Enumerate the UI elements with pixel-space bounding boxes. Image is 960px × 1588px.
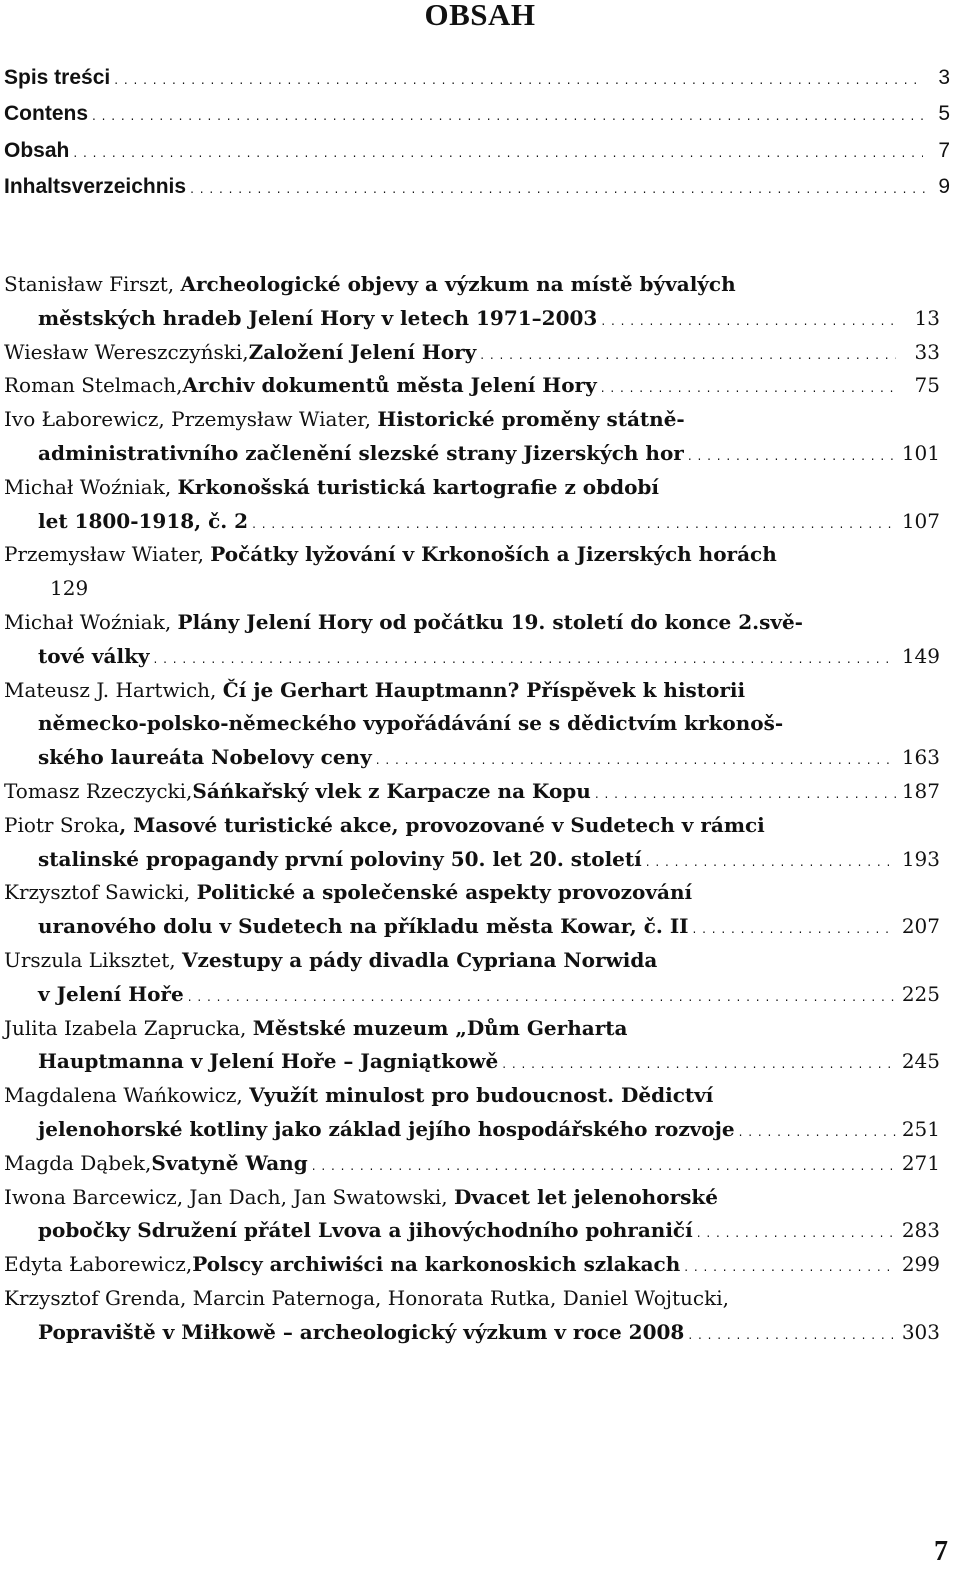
article-title: Archiv dokumentů města Jelení Hory [182,373,597,398]
article-author: Krzysztof Sawicki, [4,880,197,905]
article-entry[interactable] [4,336,940,370]
article-title: Městské muzeum „Dům Gerharta [252,1015,628,1040]
article-list [4,268,940,1350]
dot-leader [739,1116,896,1150]
article-title: Sáńkařský vlek z Karpacze na Kopu [192,778,591,803]
article-title: tové války [38,643,150,668]
dot-leader [502,1048,896,1082]
article-title: Založení Jelení Hory [248,339,477,364]
article-title: Vzestupy a pády divadla Cypriana Norwida [182,947,658,972]
article-title: Počátky lyžování v Krkonoších a Jizerských horách [210,542,777,567]
article-entry[interactable] [4,1079,940,1147]
article-author: Mateusz J. Hartwich, [4,677,223,702]
dot-leader [312,1150,896,1184]
article-author: Tomasz Rzeczycki, [4,778,193,803]
toc-row-label: Contens [4,102,88,126]
article-title: Hauptmanna v Jelení Hoře – Jagniątkowě [38,1049,499,1074]
article-author: Julita Izabela Zaprucka, [4,1015,253,1040]
article-author: Stanisław Firszt, [4,272,181,296]
dot-leader [154,643,896,677]
article-title: v Jelení Hoře [38,981,184,1006]
article-author: Piotr Sroka [4,812,120,837]
article-page: 107 [901,508,940,533]
article-entry[interactable] [4,775,940,809]
dot-leader [688,440,896,474]
dot-leader [688,1319,896,1353]
article-entry[interactable] [4,876,940,944]
dot-leader [595,778,896,812]
article-page: 303 [901,1319,940,1344]
article-title: Archeologické objevy a výzkum na místě bývalých [180,272,736,296]
article-title: Využít minulost pro budoucnost. Dědictví [249,1083,714,1108]
dot-leader [376,744,896,778]
article-title: Krkonošská turistická kartografie z období [177,474,660,499]
article-author: Ivo Łaborewicz, Przemysław Wiater, [4,407,378,432]
article-page: 271 [901,1150,940,1175]
article-author: Urszula Liksztet, [4,947,182,972]
article-entry[interactable] [4,538,940,606]
article-page: 13 [914,305,940,330]
article-author: Edyta Łaborewicz, [4,1252,193,1277]
dot-leader [252,508,896,542]
article-entry[interactable] [4,944,940,1012]
toc-row[interactable] [4,102,950,138]
article-author: Roman Stelmach, [4,373,183,398]
article-page: 149 [901,643,940,668]
toc-row-page: 9 [938,174,950,198]
article-page: 187 [901,778,940,803]
article-page: 33 [914,339,940,364]
dot-leader [92,109,923,123]
main-toc [4,66,950,211]
article-title: Polscy archiwiści na karkonoskich szlakach [192,1252,681,1277]
article-title: let 1800-1918, č. 2 [38,508,249,533]
dot-leader [73,146,922,160]
article-page: 193 [901,846,940,871]
toc-row-page: 5 [938,102,950,126]
article-entry[interactable] [4,369,940,403]
article-entry[interactable] [4,471,940,539]
article-author: Wiesław Wereszczyński, [4,339,249,364]
toc-row[interactable] [4,175,950,211]
article-page: 75 [914,373,940,398]
article-entry[interactable] [4,674,940,775]
article-author: Michał Woźniak, [4,474,178,499]
article-author: Magda Dąbek, [4,1150,152,1175]
article-entry[interactable] [4,268,940,336]
toc-row-label: Spis treści [4,66,111,89]
article-title: , Masové turistické akce, provozované v Sudetech v rámci [119,812,765,837]
toc-row-page: 3 [938,66,950,89]
article-title: stalinské propagandy první poloviny 50. let 20. století [38,846,642,871]
dot-leader [601,372,896,406]
article-page: 129 [50,576,89,601]
article-entry[interactable] [4,1012,940,1080]
article-page: 225 [901,981,940,1006]
dot-leader [646,846,896,880]
article-title: německo-polsko-německého vypořádávání se s dědictvím krkonoš- [38,711,784,736]
article-entry[interactable] [4,1248,940,1282]
toc-row-page: 7 [938,138,950,162]
article-author: Magdalena Wańkowicz, [4,1083,250,1108]
article-entry[interactable] [4,403,940,471]
article-entry[interactable] [4,606,940,674]
article-title: Historické proměny státně- [377,407,685,432]
article-page: 299 [901,1252,940,1277]
article-title: Svatyně Wang [151,1150,308,1175]
article-title: uranového dolu v Sudetech na příkladu města Kowar, č. II [38,914,689,939]
dot-leader [693,913,896,947]
article-entry[interactable] [4,1147,940,1181]
article-title: pobočky Sdružení přátel Lvova a jihovýchodního pohraničí [38,1218,693,1243]
page-number: 7 [934,1536,948,1567]
article-page: 101 [901,440,940,465]
dot-leader [480,339,896,373]
article-page: 207 [901,914,940,939]
dot-leader [684,1251,896,1285]
article-title: jelenohorské kotliny jako základ jejího hospodářského rozvoje [38,1116,735,1141]
article-page: 251 [901,1116,940,1141]
article-author: Przemysław Wiater, [4,542,211,567]
article-entry[interactable] [4,1181,940,1249]
article-entry[interactable] [4,1282,940,1350]
article-title: Politické a společenské aspekty provozování [196,880,693,905]
article-title: ského laureáta Nobelovy ceny [38,745,372,770]
toc-row[interactable] [4,66,950,102]
toc-row-label: Inhaltsverzeichnis [4,174,187,198]
article-page: 283 [901,1218,940,1243]
toc-row-label: Obsah [4,138,70,162]
article-title: Popraviště v Miłkowě – archeologický výzkum v roce 2008 [38,1319,685,1344]
article-page: 245 [901,1049,940,1074]
article-title: Dvacet let jelenohorské [453,1184,718,1209]
article-page: 163 [901,745,940,770]
article-author: Iwona Barcewicz, Jan Dach, Jan Swatowski, [4,1184,454,1209]
dot-leader [601,305,896,339]
toc-row[interactable] [4,139,950,175]
article-author: Krzysztof Grenda, Marcin Paternoga, Honorata Rutka, Daniel Wojtucki, [4,1285,729,1310]
page-title: OBSAH [424,0,536,32]
article-entry[interactable] [4,809,940,877]
article-author: Michał Woźniak, [4,609,178,634]
dot-leader [114,73,924,87]
dot-leader [188,981,896,1015]
article-title: Plány Jelení Hory od počátku 19. století do konce 2.svě- [177,609,803,634]
article-title: městských hradeb Jelení Hory v letech 1971–2003 [38,305,598,330]
dot-leader [697,1217,896,1251]
article-title: Čí je Gerhart Hauptmann? Příspěvek k historii [222,677,746,702]
article-title: administrativního začlenění slezské strany Jizerských hor [38,440,684,465]
dot-leader [190,182,926,196]
